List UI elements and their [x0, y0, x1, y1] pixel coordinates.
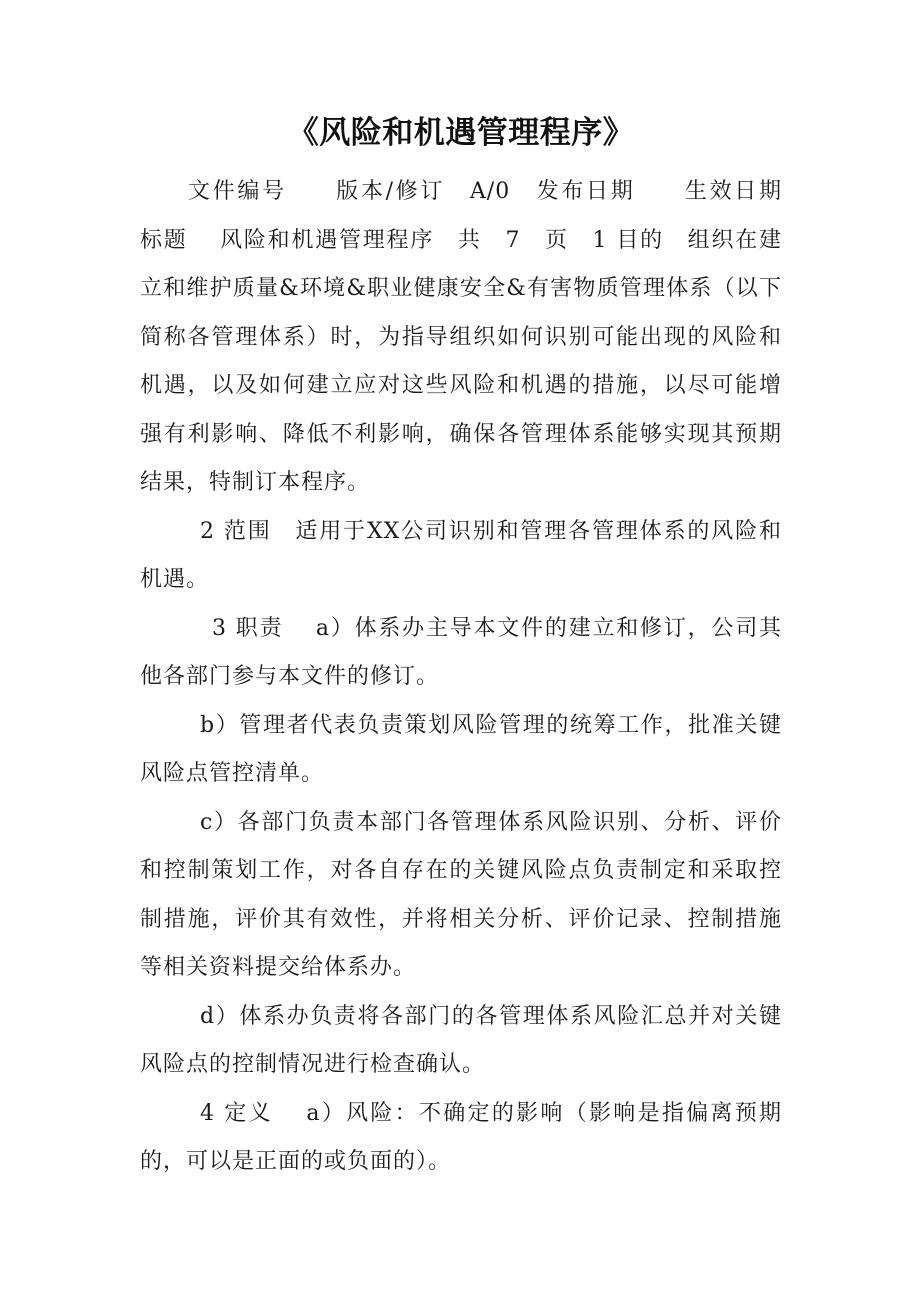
paragraph-responsibility-c: c）各部门负责本部门各管理体系风险识别、分析、评价和控制策划工作，对各自存在的关键风险点负责制定和采取控制措施，评价其有效性，并将相关分析、评价记录、控制措施等相关资料提交给体系办。 [140, 809, 782, 980]
paragraph-purpose: 文件编号 版本/修订 A/0 发布日期 生效日期 标题 风险和机遇管理程序 共 7 页 1 目的 组织在建立和维护质量&环境&职业健康安全&有害物质管理体系（以下简称各管理体系）时，为指导组织如何识别可能出现的风险和机遇，以及如何建立应对这些风险和机遇的措施，以尽可能增强有利影响、降低不利影响，确保各管理体系能够实现其预期结果，特制订本程序。 [140, 179, 829, 495]
paragraph-definition-a: 4 定义 a）风险：不确定的影响（影响是指偏离预期的，可以是正面的或负面的）。 [140, 1100, 782, 1174]
document-title: 《风险和机遇管理程序》 [287, 115, 635, 151]
paragraph-responsibility-a: 3 职责 a）体系办主导本文件的建立和修订，公司其他各部门参与本文件的修订。 [140, 615, 782, 689]
document-body [140, 168, 829, 1187]
paragraph-responsibility-b: b）管理者代表负责策划风险管理的统筹工作，批准关键风险点管控清单。 [140, 712, 782, 786]
paragraph-responsibility-d: d）体系办负责将各部门的各管理体系风险汇总并对关键风险点的控制情况进行检查确认。 [140, 1003, 782, 1077]
paragraph-scope: 2 范围 适用于XX公司识别和管理各管理体系的风险和机遇。 [140, 518, 782, 592]
